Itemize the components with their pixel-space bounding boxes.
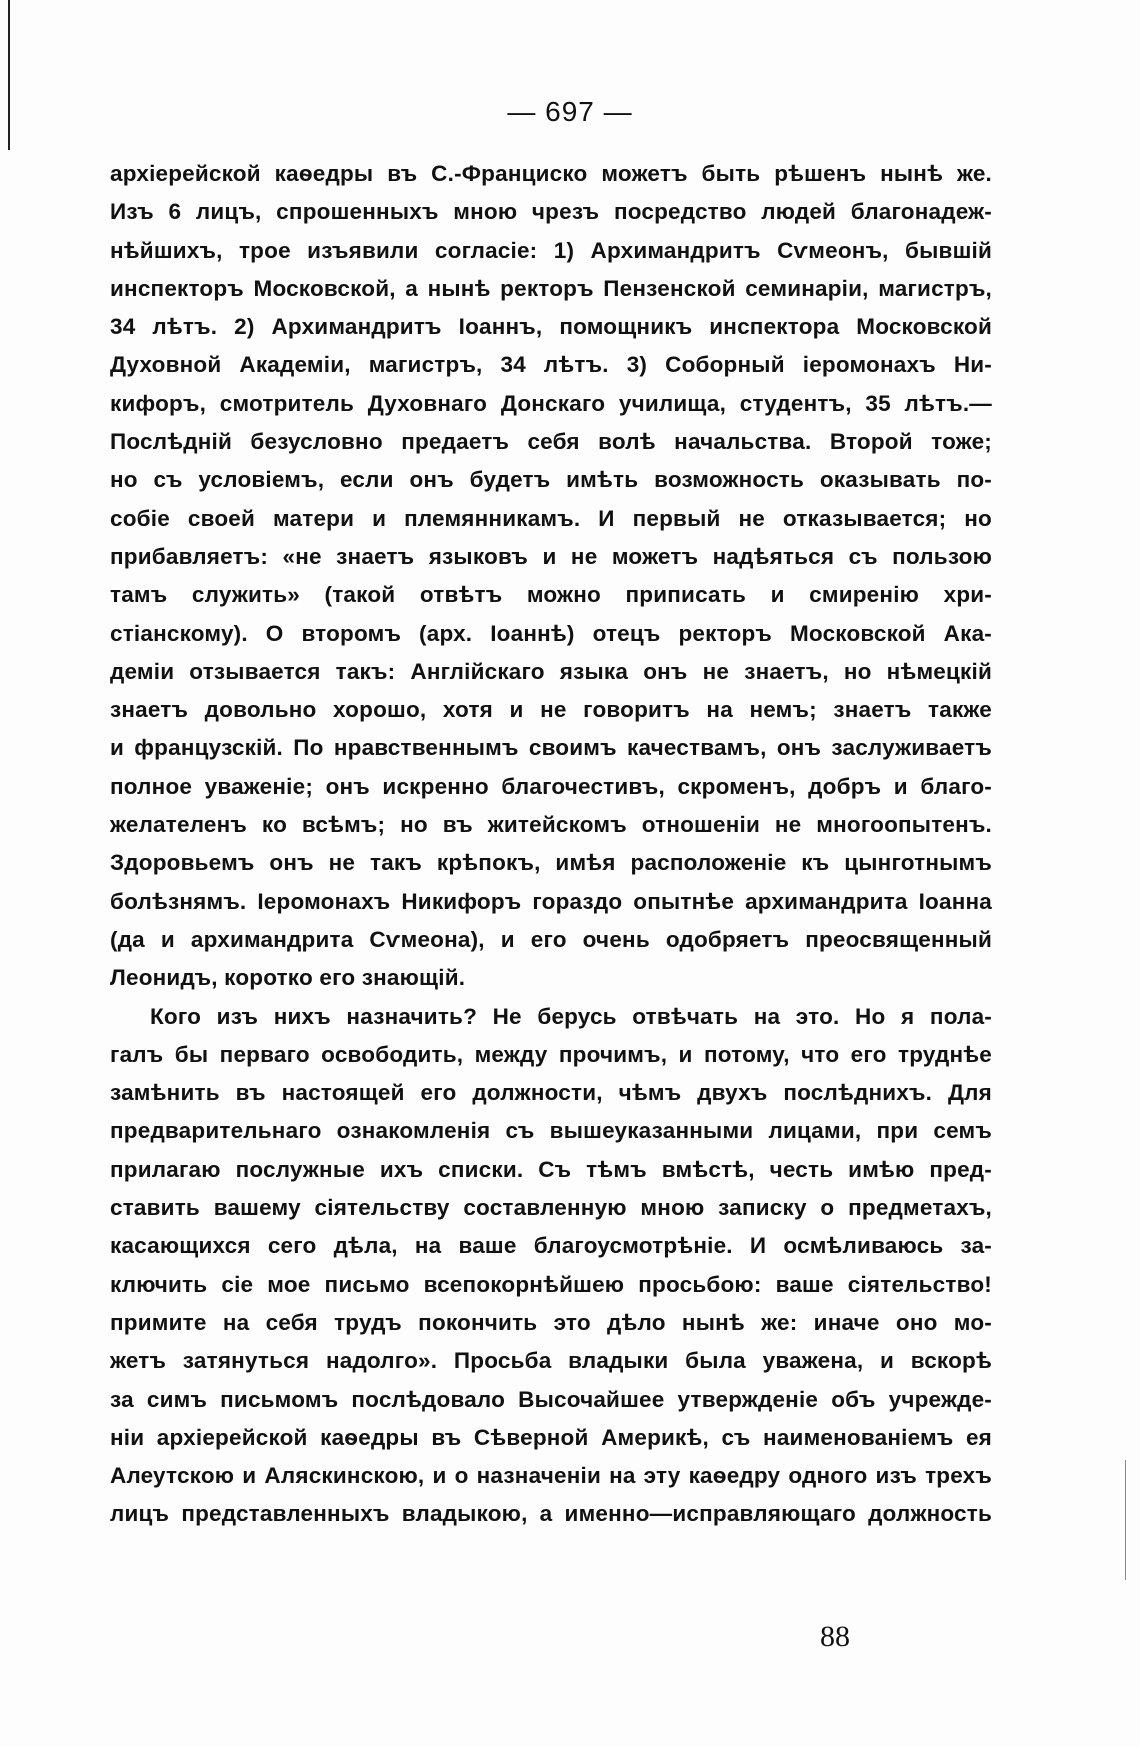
text-line: собіе своей матери и племянникамъ. И первый не отказывается; но — [110, 505, 992, 531]
text-line: Алеутскою и Аляскинскою, и о назначеніи на эту каѳедру одного изъ трехъ — [110, 1463, 992, 1489]
text-line: стіанскому). О второмъ (арх. Іоаннѣ) отецъ ректоръ Московской Ака- — [110, 620, 992, 646]
text-line: архіерейской каѳедры въ С.-Франциско можетъ быть рѣшенъ нынѣ же. — [110, 161, 992, 186]
text-line: примите на себя трудъ покончить это дѣло нынѣ же: иначе оно мо- — [110, 1309, 992, 1335]
text-line: тамъ служить» (такой отвѣтъ можно приписать и смиренію хри- — [110, 582, 992, 608]
text-line: но съ условіемъ, если онъ будетъ имѣть возможность оказывать по- — [110, 467, 992, 493]
text-line: желателенъ ко всѣмъ; но въ житейскомъ отношеніи не многоопытенъ. — [110, 812, 992, 838]
text-line: Духовной Академіи, магистръ, 34 лѣтъ. 3) Соборный іеромонахъ Ни- — [110, 352, 992, 378]
text-line: замѣнить въ настоящей его должности, чѣмъ двухъ послѣднихъ. Для — [110, 1080, 992, 1106]
page-number: — 697 — — [507, 96, 633, 127]
text-line: галъ бы перваго освободить, между прочимъ, и потому, что его труднѣе — [110, 1041, 992, 1067]
text-line: касающихся сего дѣла, на ваше благоусмотрѣніе. И осмѣливаюсь за- — [110, 1233, 992, 1259]
text-line: Послѣдній безусловно предаетъ себя волѣ начальства. Второй тоже; — [110, 429, 992, 455]
text-line: полное уваженіе; онъ искренно благочестивъ, скроменъ, добръ и благо- — [110, 773, 992, 799]
text-line: Леонидъ, коротко его знающій. — [110, 965, 466, 991]
text-line: ставить вашему сіятельству составленную мною записку о предметахъ, — [110, 1195, 992, 1221]
text-line: Здоровьемъ онъ не такъ крѣпокъ, имѣя расположеніе къ цынготнымъ — [110, 850, 992, 876]
text-line: ніи архіерейской каѳедры въ Сѣверной Америкѣ, съ наименованіемъ ея — [110, 1424, 992, 1450]
scan-edge-right — [1125, 1460, 1126, 1580]
text-line: болѣзнямъ. Іеромонахъ Никифоръ гораздо опытнѣе архимандрита Іоанна — [110, 888, 992, 914]
text-line: деміи отзывается такъ: Англійскаго языка онъ не знаетъ, но нѣмецкій — [110, 658, 992, 684]
text-line: жетъ затянуться надолго». Просьба владыки была уважена, и вскорѣ — [110, 1348, 992, 1374]
text-line: кифоръ, смотритель Духовнаго Донскаго училища, студентъ, 35 лѣтъ.— — [110, 390, 992, 416]
text-line: инспекторъ Московской, а нынѣ ректоръ Пензенской семинаріи, магистръ, — [110, 275, 992, 301]
text-line: за симъ письмомъ послѣдовало Высочайшее утвержденіе объ учрежде- — [110, 1386, 992, 1412]
text-line: и французскій. По нравственнымъ своимъ качествамъ, онъ заслуживаетъ — [110, 735, 992, 761]
text-line: Кого изъ нихъ назначить? Не берусь отвѣчать на это. Но я пола- — [150, 1003, 992, 1029]
body-text — [110, 155, 992, 1534]
text-line: лицъ представленныхъ владыкою, а именно—исправляющаго должность — [110, 1501, 992, 1527]
text-line: нѣйшихъ, трое изъявили согласіе: 1) Архимандритъ Сѵмеонъ, бывшій — [110, 237, 992, 263]
text-line: (да и архимандрита Сѵмеона), и его очень одобряетъ преосвященный — [110, 926, 992, 952]
text-line: предварительнаго ознакомленія съ вышеуказанными лицами, при семъ — [110, 1118, 992, 1144]
text-line: Изъ 6 лицъ, спрошенныхъ мною чрезъ посредство людей благонадеж- — [110, 199, 992, 225]
text-line: ключить сіе мое письмо всепокорнѣйшею просьбою: ваше сіятельство! — [110, 1271, 992, 1297]
text-line: прибавляетъ: «не знаетъ языковъ и не можетъ надѣяться съ пользою — [110, 543, 992, 569]
signature-mark: 88 — [820, 1620, 850, 1653]
text-line: прилагаю послужные ихъ списки. Съ тѣмъ вмѣстѣ, честь имѣю пред- — [110, 1156, 992, 1182]
text-line: 34 лѣтъ. 2) Архимандритъ Іоаннъ, помощникъ инспектора Московской — [110, 314, 992, 340]
text-line: знаетъ довольно хорошо, хотя и не говоритъ на немъ; знаетъ также — [110, 697, 992, 723]
